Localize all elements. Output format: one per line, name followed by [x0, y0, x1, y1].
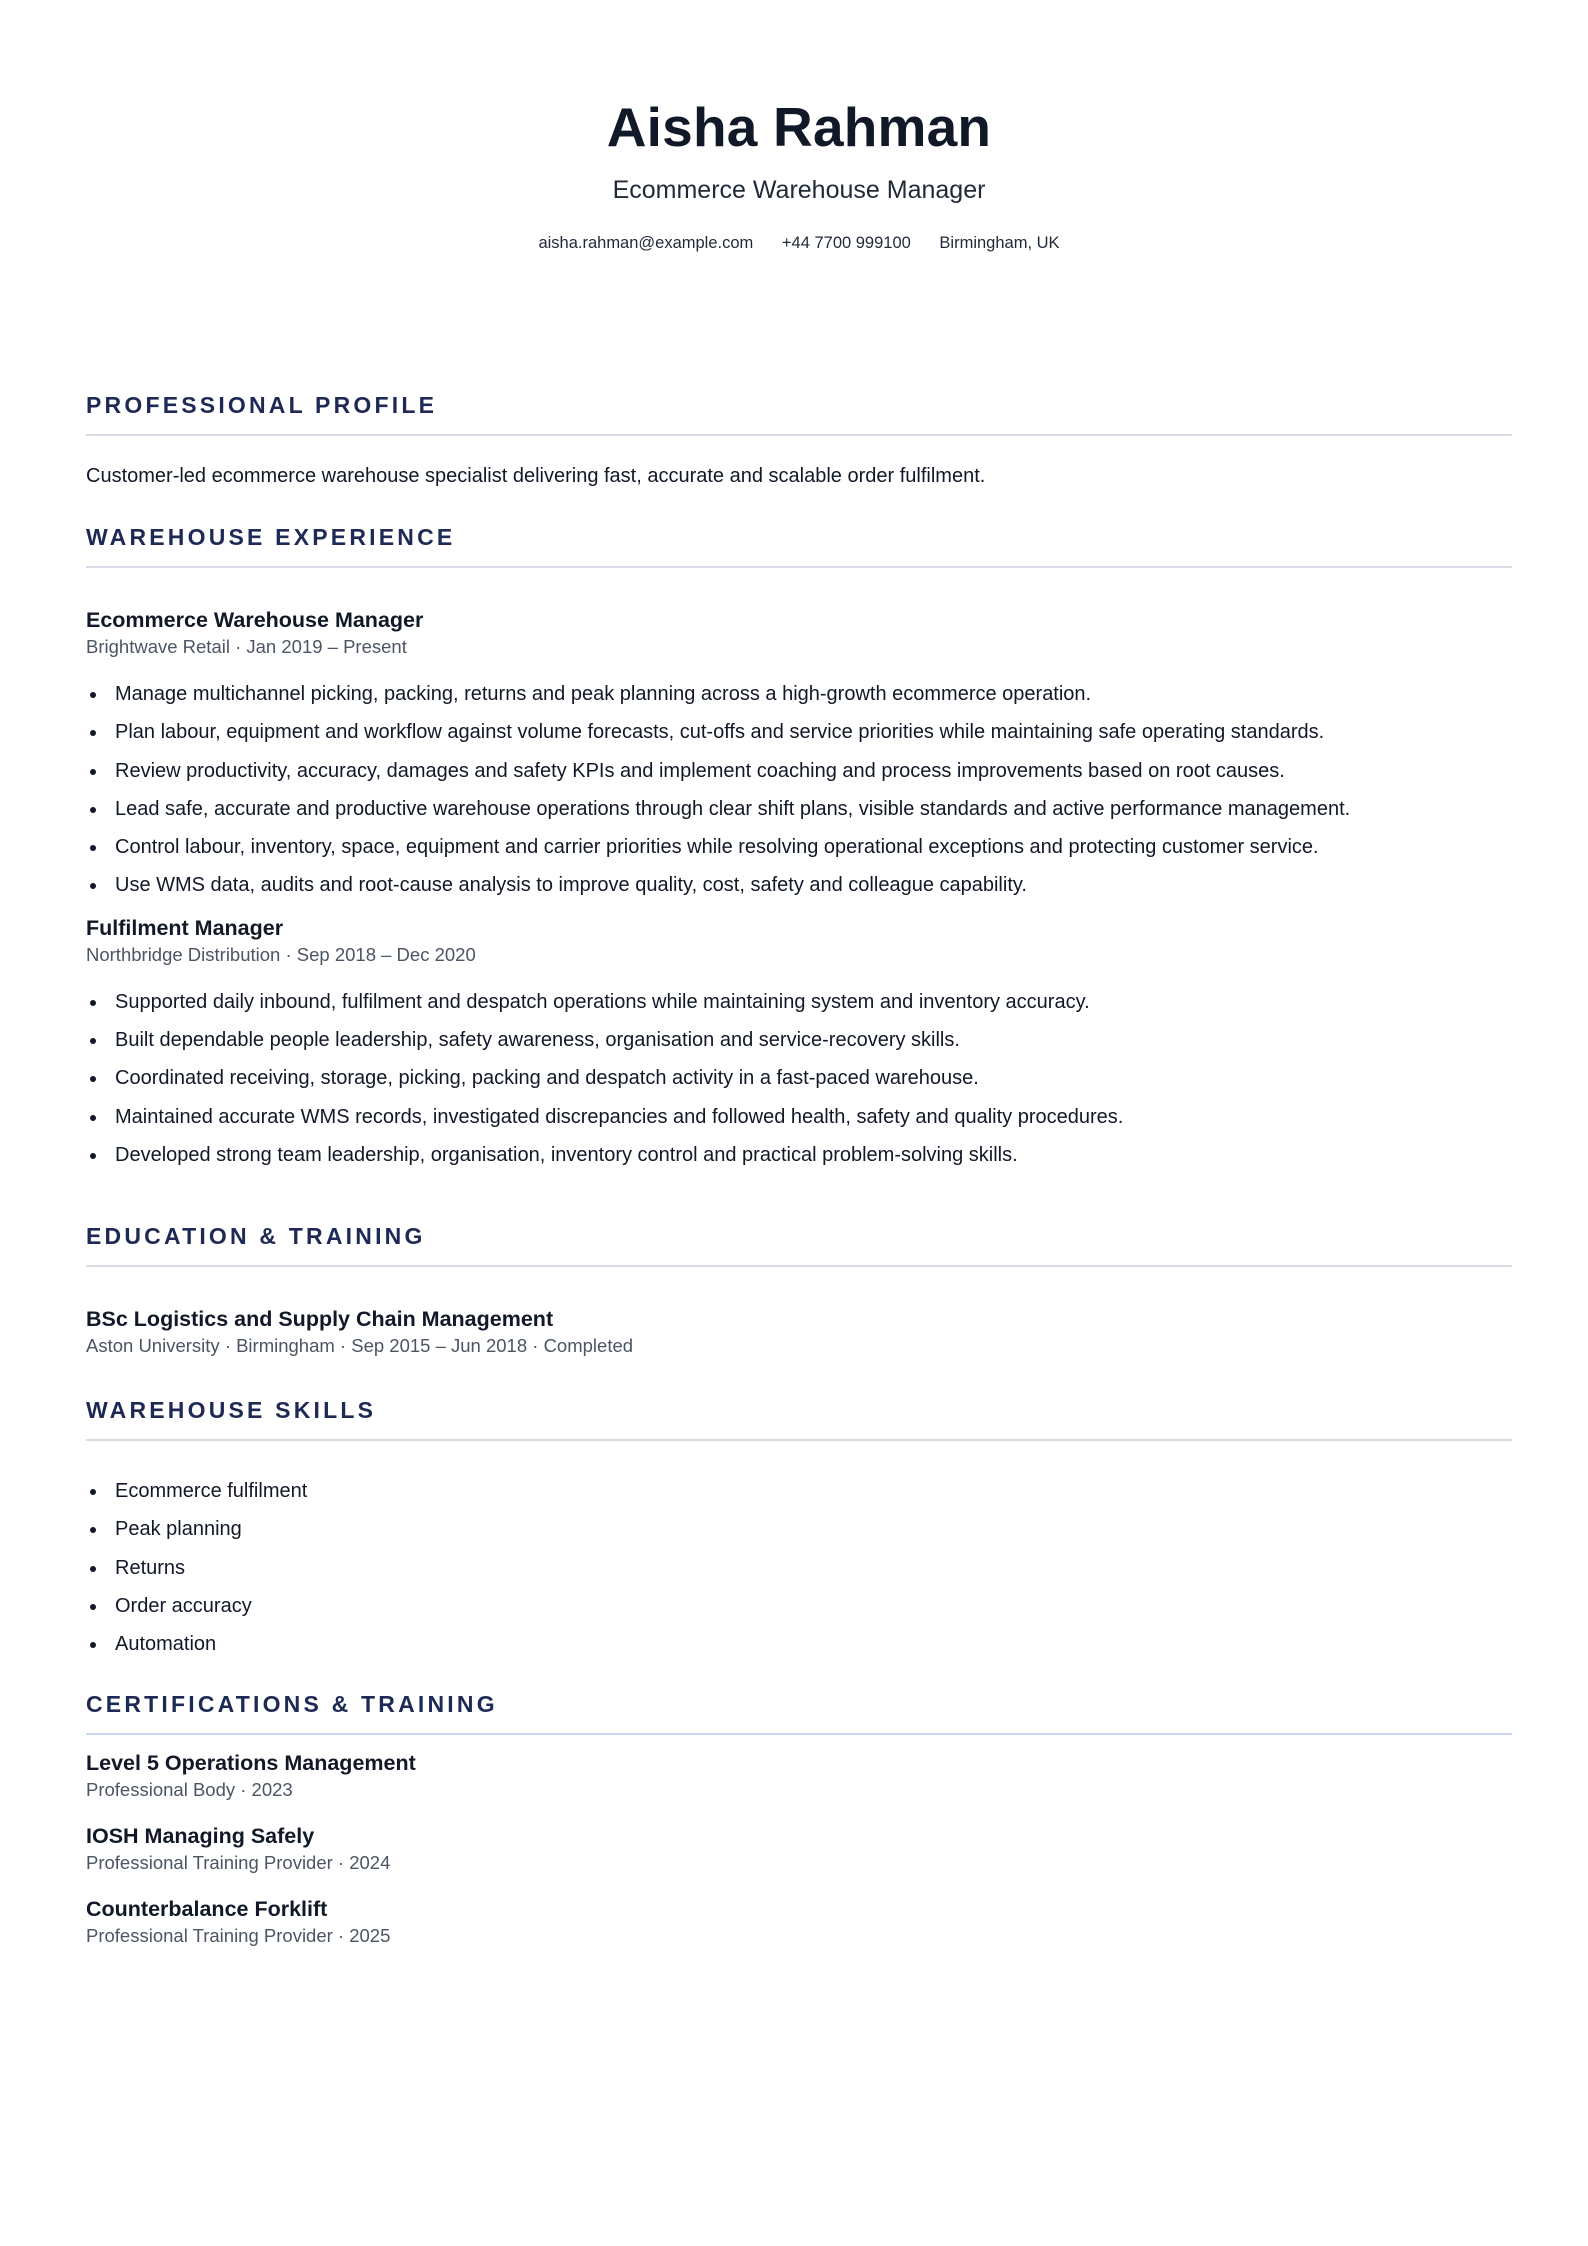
- contact-phone[interactable]: +44 7700 999100: [781, 234, 911, 252]
- resume-page: [86, 0, 1512, 1946]
- contact-line: [86, 232, 1512, 254]
- job-title: Ecommerce Warehouse Manager: [86, 608, 424, 632]
- certification-meta: Professional Training Provider · 2025: [86, 1925, 391, 1946]
- education-section: [86, 1221, 1512, 1358]
- section-divider: [86, 1733, 1512, 1735]
- education-entry: [86, 1305, 1512, 1358]
- skill-item: Peak planning: [86, 1516, 1512, 1554]
- job-entry: [86, 606, 1512, 911]
- job-bullet: Use WMS data, audits and root-cause analysis to improve quality, cost, safety and colleague capability.: [86, 872, 1512, 910]
- certifications-section: [86, 1689, 1512, 1948]
- certification-meta: Professional Training Provider · 2024: [86, 1852, 391, 1873]
- job-title: Fulfilment Manager: [86, 915, 284, 940]
- certification-entry: [86, 1749, 1512, 1802]
- certification-entry: [86, 1822, 1512, 1875]
- section-title-skills: WAREHOUSE SKILLS: [86, 1397, 377, 1423]
- skills-section: [86, 1395, 1512, 1669]
- skill-item: Order accuracy: [86, 1593, 1512, 1631]
- contact-email[interactable]: aisha.rahman@example.com: [538, 234, 754, 252]
- job-bullet: Manage multichannel picking, packing, returns and peak planning across a high-growth ecommerce operation.: [86, 681, 1512, 719]
- certification-name: Counterbalance Forklift: [86, 1897, 328, 1921]
- job-bullet: Review productivity, accuracy, damages and safety KPIs and implement coaching and process improvements based on root causes.: [86, 758, 1512, 796]
- certification-entry: [86, 1895, 1512, 1948]
- profile-summary: Customer-led ecommerce warehouse specialist delivering fast, accurate and scalable order fulfilment.: [86, 465, 986, 487]
- experience-section: [86, 522, 1512, 1180]
- candidate-name: Aisha Rahman: [606, 96, 992, 158]
- section-divider: [86, 434, 1512, 436]
- section-title-certifications: CERTIFICATIONS & TRAINING: [86, 1691, 498, 1717]
- resume-header: [86, 0, 1512, 254]
- job-bullet: Supported daily inbound, fulfilment and despatch operations while maintaining system and inventory accuracy.: [86, 989, 1512, 1027]
- skill-item: Returns: [86, 1555, 1512, 1593]
- job-bullet: Maintained accurate WMS records, investigated discrepancies and followed health, safety and quality procedures.: [86, 1104, 1512, 1142]
- section-title-profile: PROFESSIONAL PROFILE: [86, 392, 438, 418]
- job-entry: [86, 914, 1512, 1180]
- section-divider: [86, 1439, 1512, 1441]
- certification-name: Level 5 Operations Management: [86, 1751, 416, 1775]
- education-meta: Aston University · Birmingham · Sep 2015 – Jun 2018 · Completed: [86, 1335, 634, 1356]
- job-meta: Brightwave Retail · Jan 2019 – Present: [86, 636, 407, 657]
- job-bullets: [86, 989, 1512, 1180]
- certification-meta: Professional Body · 2023: [86, 1779, 293, 1800]
- job-bullets: [86, 681, 1512, 911]
- job-bullet: Coordinated receiving, storage, picking, packing and despatch activity in a fast-paced warehouse.: [86, 1065, 1512, 1103]
- candidate-headline: Ecommerce Warehouse Manager: [612, 176, 986, 204]
- job-bullet: Built dependable people leadership, safety awareness, organisation and service-recovery skills.: [86, 1027, 1512, 1065]
- section-title-education: EDUCATION & TRAINING: [86, 1223, 426, 1249]
- job-bullet: Lead safe, accurate and productive warehouse operations through clear shift plans, visible standards and active performance management.: [86, 796, 1512, 834]
- profile-section: [86, 390, 1512, 489]
- section-title-experience: WAREHOUSE EXPERIENCE: [86, 524, 456, 550]
- job-bullet: Control labour, inventory, space, equipment and carrier priorities while resolving operational exceptions and protecting customer service.: [86, 834, 1512, 872]
- job-bullet: Plan labour, equipment and workflow against volume forecasts, cut-offs and service priorities while maintaining safe operating standards.: [86, 719, 1512, 757]
- section-divider: [86, 1265, 1512, 1267]
- contact-location: Birmingham, UK: [939, 234, 1060, 252]
- skill-item: Automation: [86, 1631, 1512, 1669]
- section-divider: [86, 566, 1512, 568]
- job-bullet: Developed strong team leadership, organisation, inventory control and practical problem-solving skills.: [86, 1142, 1512, 1180]
- skill-item: Ecommerce fulfilment: [86, 1478, 1512, 1516]
- degree-title: BSc Logistics and Supply Chain Management: [86, 1307, 554, 1331]
- certification-name: IOSH Managing Safely: [86, 1824, 315, 1848]
- job-meta: Northbridge Distribution · Sep 2018 – Dec 2020: [86, 943, 476, 965]
- skills-list: [86, 1478, 1512, 1669]
